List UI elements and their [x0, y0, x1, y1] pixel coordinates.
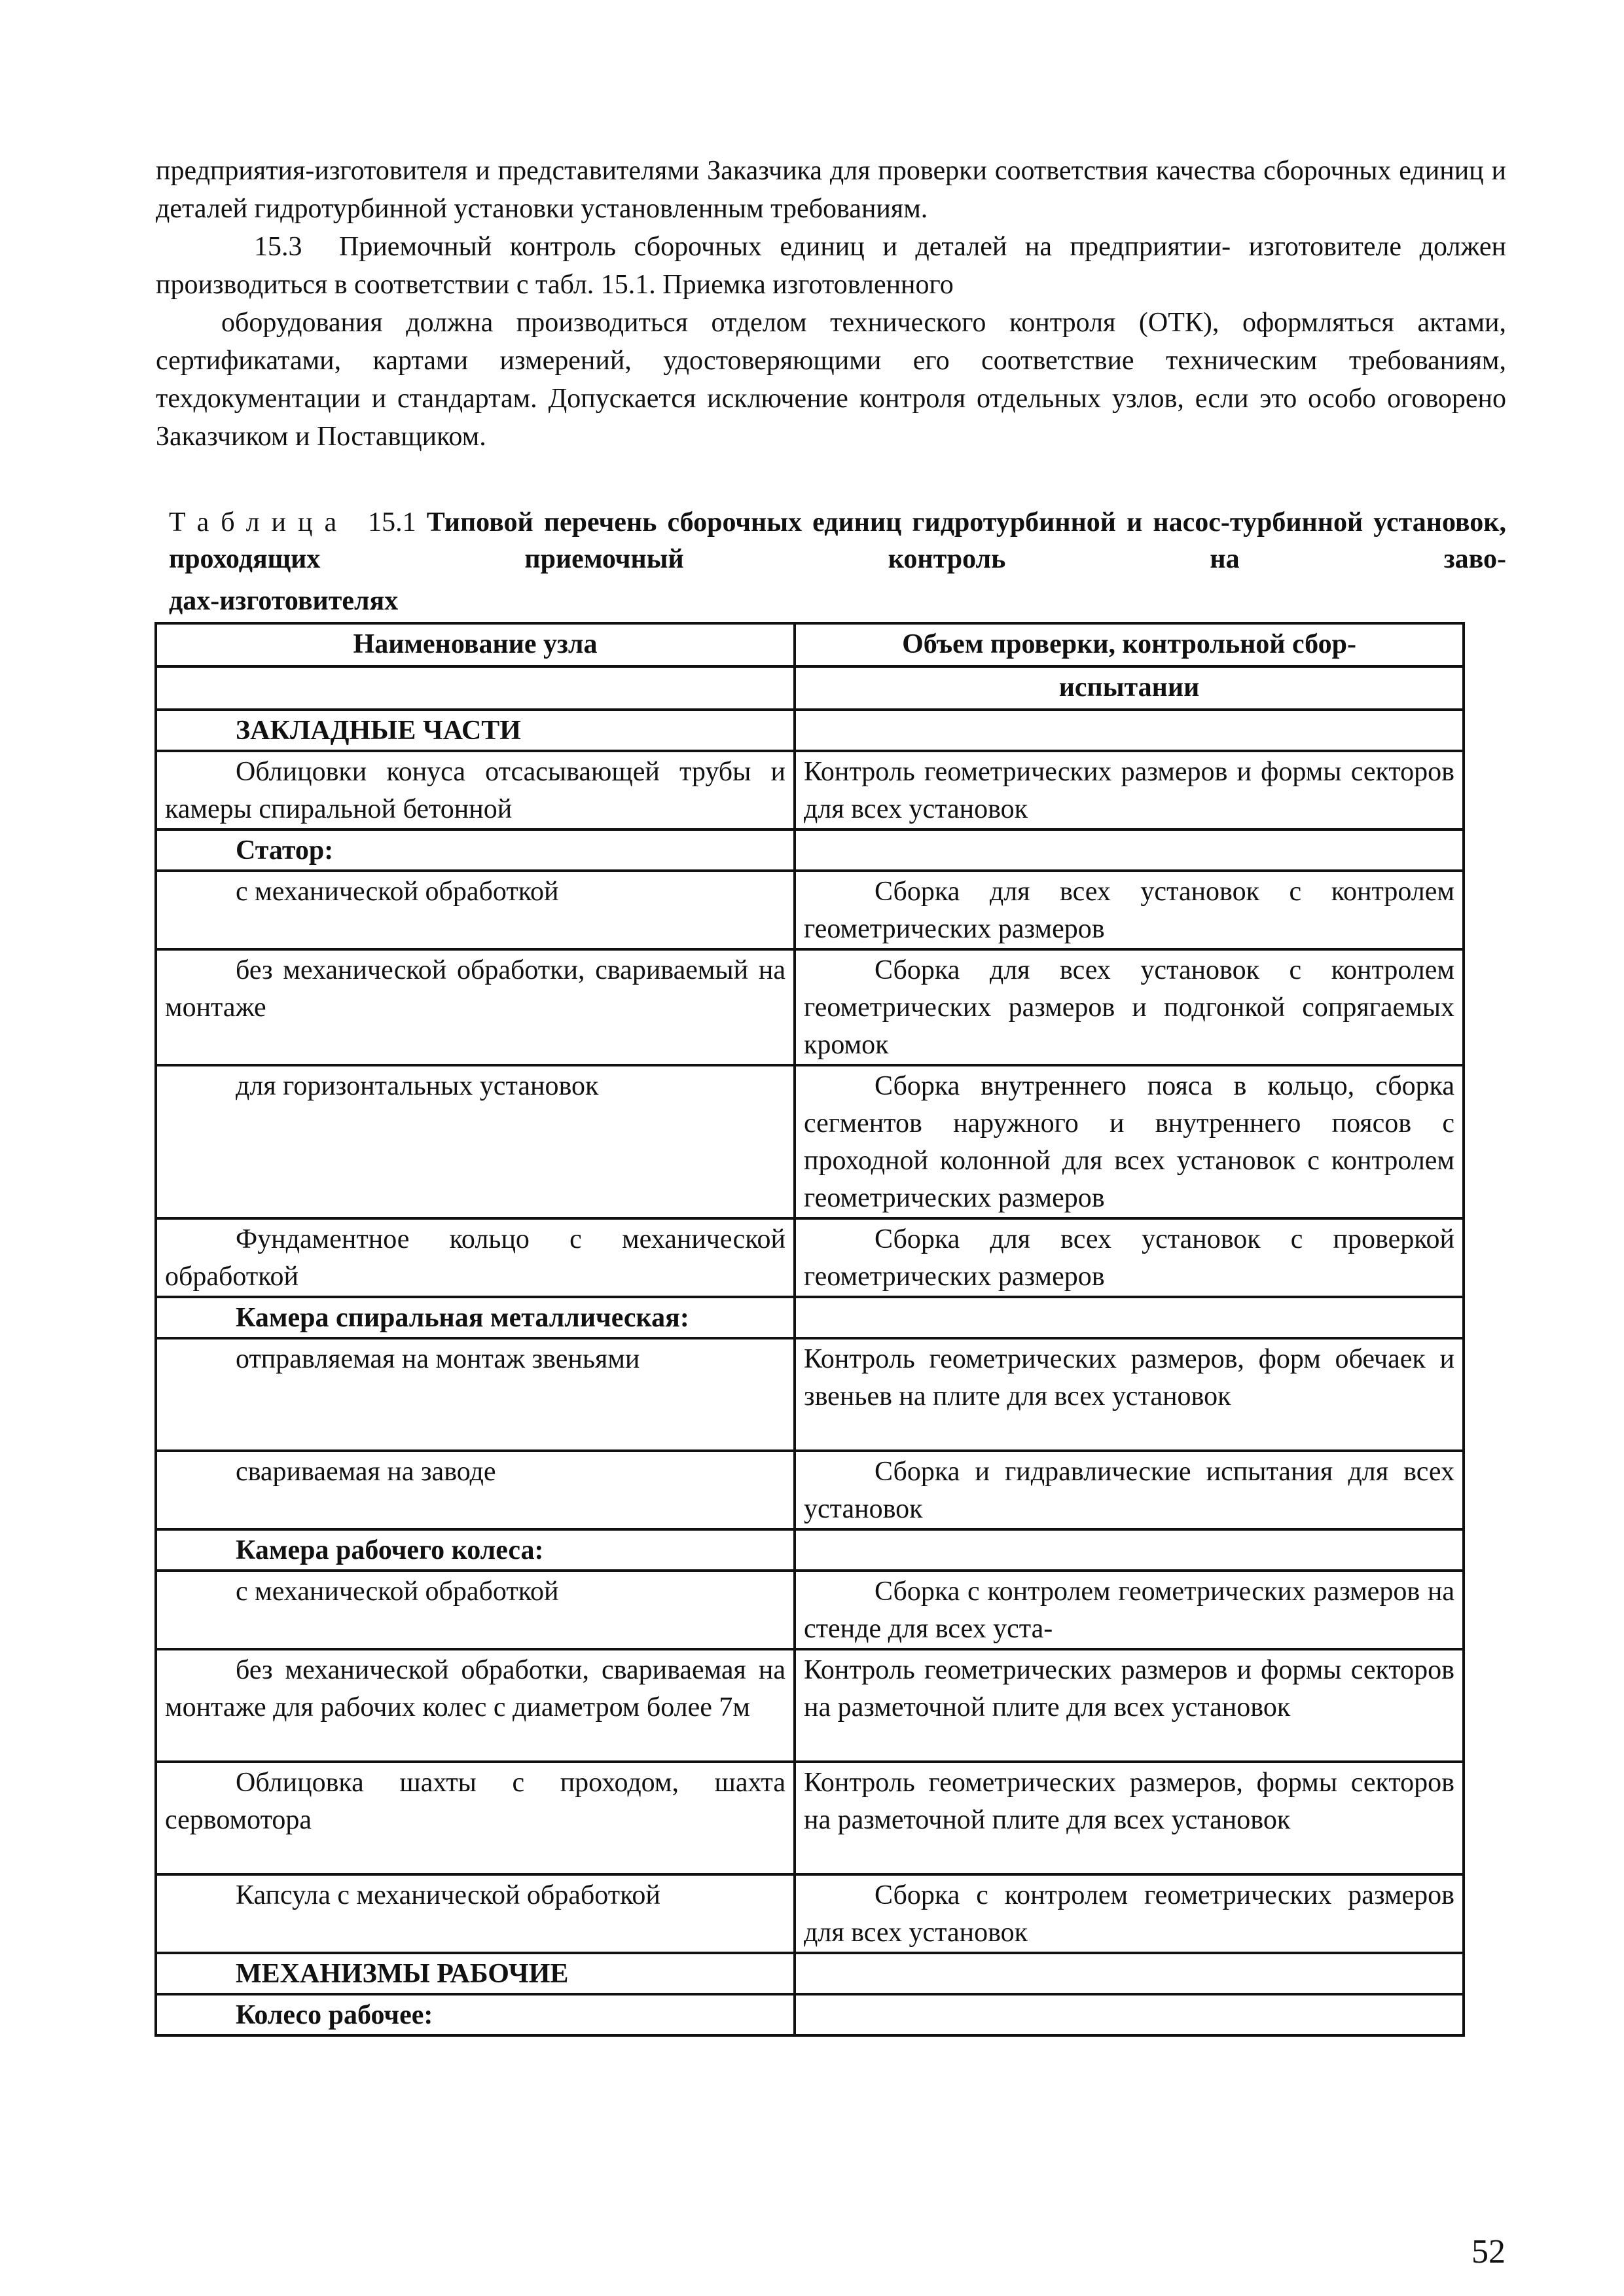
cell-check-scope: Контроль геометрических размеров и формы секторов для всех установок	[795, 751, 1464, 829]
table-row	[156, 1874, 1464, 1953]
cell-check-scope: Сборка для всех установок с контролем геометрических размеров и подгонкой сопрягаемых кромок	[795, 949, 1464, 1065]
cell-check-scope: Сборка и гидравлические испытания для всех установок	[795, 1451, 1464, 1529]
cell-check-scope	[795, 1994, 1464, 2035]
cell-unit-name: Колесо рабочее:	[156, 1994, 795, 2035]
cell-check-scope: Контроль геометрических размеров, формы секторов на разметочной плите для всех установок	[795, 1762, 1464, 1874]
table-caption	[169, 504, 1506, 577]
table-row	[156, 1649, 1464, 1762]
cell-unit-name: с механической обработкой	[156, 1571, 795, 1649]
table-row	[156, 1297, 1464, 1338]
cell-check-scope: Сборка для всех установок с контролем геометрических размеров	[795, 871, 1464, 949]
table-row	[156, 1953, 1464, 1994]
cell-unit-name: отправляемая на монтаж звеньями	[156, 1338, 795, 1451]
cell-check-scope: Сборка для всех установок с проверкой геометрических размеров	[795, 1218, 1464, 1297]
cell-unit-name: Облицовки конуса отсасывающей трубы и камеры спиральной бетонной	[156, 751, 795, 829]
caption-title-end: дах-изготовителях	[169, 586, 399, 616]
page-number: 52	[1471, 2233, 1506, 2270]
table-row	[156, 1529, 1464, 1571]
cell-unit-name: Капсула с механической обработкой	[156, 1874, 795, 1953]
table-row	[156, 1762, 1464, 1874]
cell-unit-name: МЕХАНИЗМЫ РАБОЧИЕ	[156, 1953, 795, 1994]
intro-paragraph-3: оборудования должна производиться отделом технического контроля (ОТК), оформляться актами, сертификатами, картами измерений, удостоверяющими его соответствие техническим требованиям, техдокументации и стандартам. Допускается исключение контроля отдельных узлов, если это особо оговорено Заказчиком и Поставщиком.	[156, 308, 1506, 452]
table-row	[156, 1994, 1464, 2035]
table-header-row	[156, 623, 1464, 666]
cell-unit-name: Облицовка шахты с проходом, шахта сервомотора	[156, 1762, 795, 1874]
caption-number: 15.1	[368, 507, 416, 538]
cell-check-scope: Контроль геометрических размеров и формы секторов на разметочной плите для всех установок	[795, 1649, 1464, 1762]
intro-paragraph-1: предприятия-изготовителя и представителями Заказчика для проверки соответствия качества сборочных единиц и деталей гидротурбинной установки установленным требованиям.	[156, 156, 1506, 224]
table-row	[156, 1571, 1464, 1649]
header-check-scope: Объем проверки, контрольной сбор-	[795, 623, 1464, 666]
cell-check-scope	[795, 829, 1464, 871]
intro-paragraph-2	[156, 228, 1506, 304]
table-row	[156, 871, 1464, 949]
clause-text: Приемочный контроль сборочных единиц и деталей на предприятии- изготовителе должен производиться в соответствии с табл. 15.1. Приемка изготовленного	[156, 232, 1506, 300]
cell-unit-name: свариваемая на заводе	[156, 1451, 795, 1529]
table-row	[156, 751, 1464, 829]
header-check-scope-cont: испытании	[795, 666, 1464, 710]
table-row	[156, 1338, 1464, 1451]
cell-unit-name: Камера рабочего колеса:	[156, 1529, 795, 1571]
cell-check-scope	[795, 1297, 1464, 1338]
cell-unit-name: для горизонтальных установок	[156, 1065, 795, 1218]
cell-unit-name: без механической обработки, свариваемый на монтаже	[156, 949, 795, 1065]
cell-check-scope: Сборка с контролем геометрических размеров для всех установок	[795, 1874, 1464, 1953]
table-row	[156, 1218, 1464, 1297]
cell-unit-name: Фундаментное кольцо с механической обработкой	[156, 1218, 795, 1297]
table-row	[156, 1451, 1464, 1529]
cell-check-scope	[795, 1953, 1464, 1994]
cell-unit-name: ЗАКЛАДНЫЕ ЧАСТИ	[156, 710, 795, 751]
cell-unit-name: с механической обработкой	[156, 871, 795, 949]
table-row	[156, 710, 1464, 751]
clause-number: 15.3	[254, 232, 302, 262]
header-empty-cell	[156, 666, 795, 710]
cell-check-scope	[795, 710, 1464, 751]
acceptance-control-table	[154, 622, 1465, 2037]
cell-unit-name: Статор:	[156, 829, 795, 871]
cell-check-scope: Контроль геометрических размеров, форм обечаек и звеньев на плите для всех установок	[795, 1338, 1464, 1451]
cell-check-scope: Сборка внутреннего пояса в кольцо, сборка сегментов наружного и внутреннего поясов с проходной колонной для всех установок с контролем геометрических размеров	[795, 1065, 1464, 1218]
header-unit-name: Наименование узла	[156, 623, 795, 666]
cell-check-scope	[795, 1529, 1464, 1571]
table-row	[156, 949, 1464, 1065]
table-row	[156, 829, 1464, 871]
caption-label: Таблица	[169, 507, 349, 538]
cell-unit-name: Камера спиральная металлическая:	[156, 1297, 795, 1338]
cell-check-scope: Сборка с контролем геометрических размеров на стенде для всех уста-	[795, 1571, 1464, 1649]
table-row	[156, 1065, 1464, 1218]
caption-title: Типовой перечень сборочных единиц гидротурбинной и насос-турбинной установок, проходящих приемочный контроль на заво-	[169, 507, 1507, 574]
table-header-row-2	[156, 666, 1464, 710]
cell-unit-name: без механической обработки, свариваемая на монтаже для рабочих колес с диаметром более 7м	[156, 1649, 795, 1762]
